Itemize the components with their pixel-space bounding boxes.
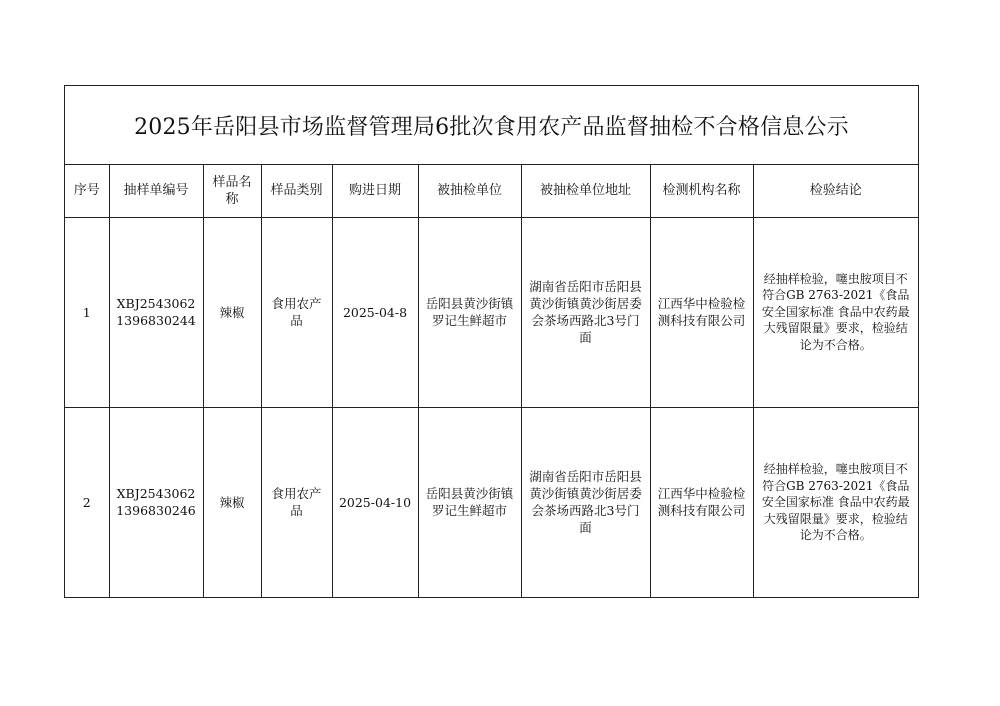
inspected-unit-cell: 岳阳县黄沙街镇罗记生鲜超市 [418, 407, 521, 597]
header-cell: 抽样单编号 [109, 165, 203, 217]
header-cell: 购进日期 [332, 165, 418, 217]
results-table [65, 165, 918, 597]
header-cell: 被抽检单位 [418, 165, 521, 217]
document-title: 2025年岳阳县市场监督管理局6批次食用农产品监督抽检不合格信息公示 [65, 86, 918, 165]
table-row [65, 407, 918, 597]
testing-org-cell: 江西华中检验检测科技有限公司 [650, 217, 753, 407]
category-cell: 食用农产品 [261, 217, 332, 407]
table-row [65, 217, 918, 407]
conclusion-cell: 经抽样检验，噻虫胺项目不符合GB 2763-2021《食品安全国家标准 食品中农药最大残留限量》要求，检验结论为不合格。 [753, 217, 918, 407]
sample-name-cell: 辣椒 [203, 217, 261, 407]
inspected-unit-cell: 岳阳县黄沙街镇罗记生鲜超市 [418, 217, 521, 407]
header-cell: 检测机构名称 [650, 165, 753, 217]
notice-table [64, 85, 919, 598]
conclusion-cell: 经抽样检验，噻虫胺项目不符合GB 2763-2021《食品安全国家标准 食品中农药最大残留限量》要求，检验结论为不合格。 [753, 407, 918, 597]
row-number-cell: 2 [65, 407, 109, 597]
table-header-row [65, 165, 918, 217]
header-cell: 被抽检单位地址 [521, 165, 650, 217]
testing-org-cell: 江西华中检验检测科技有限公司 [650, 407, 753, 597]
sample-name-cell: 辣椒 [203, 407, 261, 597]
header-cell: 样品类别 [261, 165, 332, 217]
purchase-date-cell: 2025-04-8 [332, 217, 418, 407]
unit-address-cell: 湖南省岳阳市岳阳县黄沙街镇黄沙街居委会茶场西路北3号门面 [521, 217, 650, 407]
sample-code-cell: XBJ25430621396830246 [109, 407, 203, 597]
row-number-cell: 1 [65, 217, 109, 407]
header-cell: 样品名称 [203, 165, 261, 217]
header-cell: 序号 [65, 165, 109, 217]
unit-address-cell: 湖南省岳阳市岳阳县黄沙街镇黄沙街居委会茶场西路北3号门面 [521, 407, 650, 597]
purchase-date-cell: 2025-04-10 [332, 407, 418, 597]
category-cell: 食用农产品 [261, 407, 332, 597]
header-cell: 检验结论 [753, 165, 918, 217]
sample-code-cell: XBJ25430621396830244 [109, 217, 203, 407]
